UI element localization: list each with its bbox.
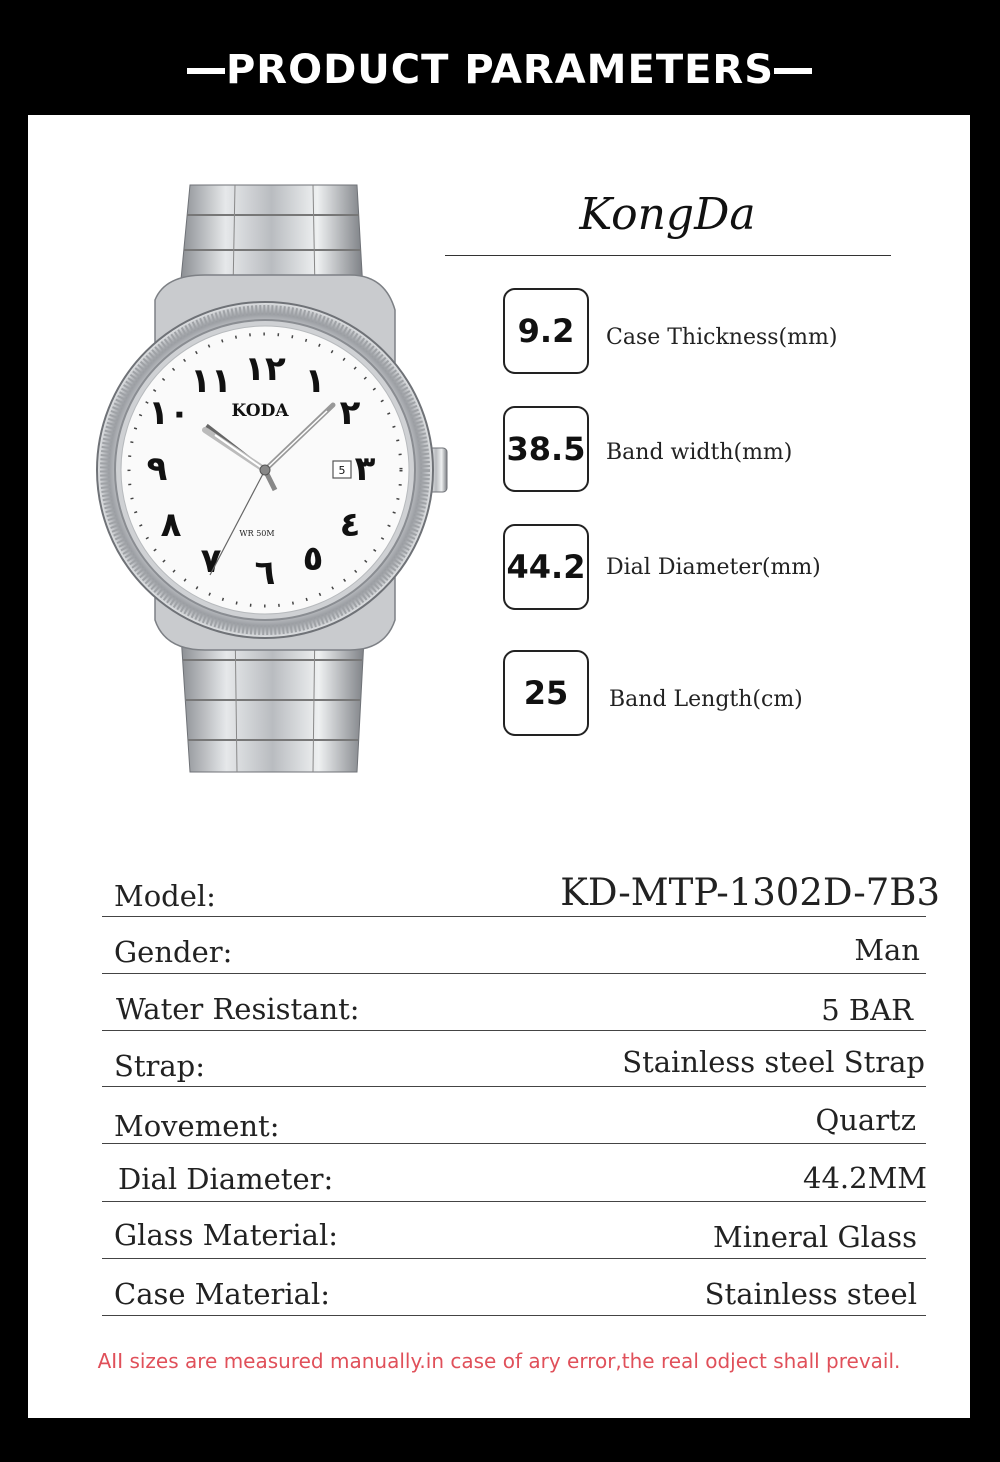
brand-logo: KongDa [579, 189, 756, 240]
page-title: PRODUCT PARAMETERS [225, 47, 775, 93]
svg-text:٨: ٨ [160, 505, 182, 545]
spec-box-dial-diameter: 44.2 [503, 524, 589, 610]
detail-value-model: KD-MTP-1302D-7B3 [560, 871, 940, 914]
svg-text:٢: ٢ [339, 393, 361, 433]
detail-value-water-resistant: 5 BAR [821, 993, 913, 1027]
detail-value-strap: Stainless steel Strap [622, 1045, 925, 1079]
svg-text:٧: ٧ [200, 541, 222, 581]
svg-text:٤: ٤ [339, 505, 361, 545]
detail-label-gender: Gender: [114, 935, 233, 969]
detail-divider [102, 1030, 926, 1031]
spec-label-dial-diameter: Dial Diameter(mm) [606, 555, 821, 580]
svg-text:٥: ٥ [302, 539, 324, 579]
detail-label-case-material: Case Material: [114, 1277, 331, 1311]
detail-label-water-resistant: Water Resistant: [116, 992, 360, 1026]
spec-label-band-width: Band width(mm) [606, 440, 793, 465]
header-right-dash [774, 68, 812, 74]
detail-divider [102, 1315, 926, 1316]
detail-divider [102, 916, 926, 917]
spec-label-band-length: Band Length(cm) [609, 687, 803, 712]
water-resistance-mark: WR 50M [239, 529, 275, 538]
detail-label-model: Model: [114, 879, 216, 913]
svg-text:٩: ٩ [146, 449, 168, 489]
detail-value-glass-material: Mineral Glass [713, 1220, 917, 1254]
svg-text:٦: ٦ [254, 553, 276, 593]
detail-label-glass-material: Glass Material: [114, 1218, 338, 1252]
detail-label-movement: Movement: [114, 1109, 280, 1143]
svg-text:١: ١ [304, 361, 326, 401]
disclaimer-note: AII sizes are measured manually.in case of ary error,the real odject shall prevail. [97, 1349, 901, 1373]
svg-text:١٠: ١٠ [148, 393, 190, 433]
svg-text:١٢: ١٢ [244, 349, 286, 389]
dial-brand: KODA [231, 401, 289, 421]
detail-label-dial-diameter: Dial Diameter: [118, 1162, 334, 1196]
brand-divider [445, 255, 891, 256]
spec-box-band-length: 25 [503, 650, 589, 736]
page-header [0, 0, 1000, 115]
date-value: 5 [338, 464, 346, 477]
detail-divider [102, 1086, 926, 1087]
svg-text:٣: ٣ [354, 449, 376, 489]
watch-image [95, 180, 455, 775]
spec-label-case-thickness: Case Thickness(mm) [606, 325, 838, 350]
detail-label-strap: Strap: [114, 1049, 206, 1083]
detail-value-dial-diameter: 44.2MM [803, 1161, 927, 1195]
spec-box-band-width: 38.5 [503, 406, 589, 492]
detail-divider [102, 1143, 926, 1144]
detail-divider [102, 1258, 926, 1259]
svg-text:١١: ١١ [190, 361, 232, 401]
spec-box-case-thickness: 9.2 [503, 288, 589, 374]
detail-value-case-material: Stainless steel [704, 1277, 917, 1311]
detail-value-gender: Man [854, 933, 920, 967]
detail-divider [102, 973, 926, 974]
detail-value-movement: Quartz [815, 1103, 916, 1137]
detail-divider [102, 1201, 926, 1202]
